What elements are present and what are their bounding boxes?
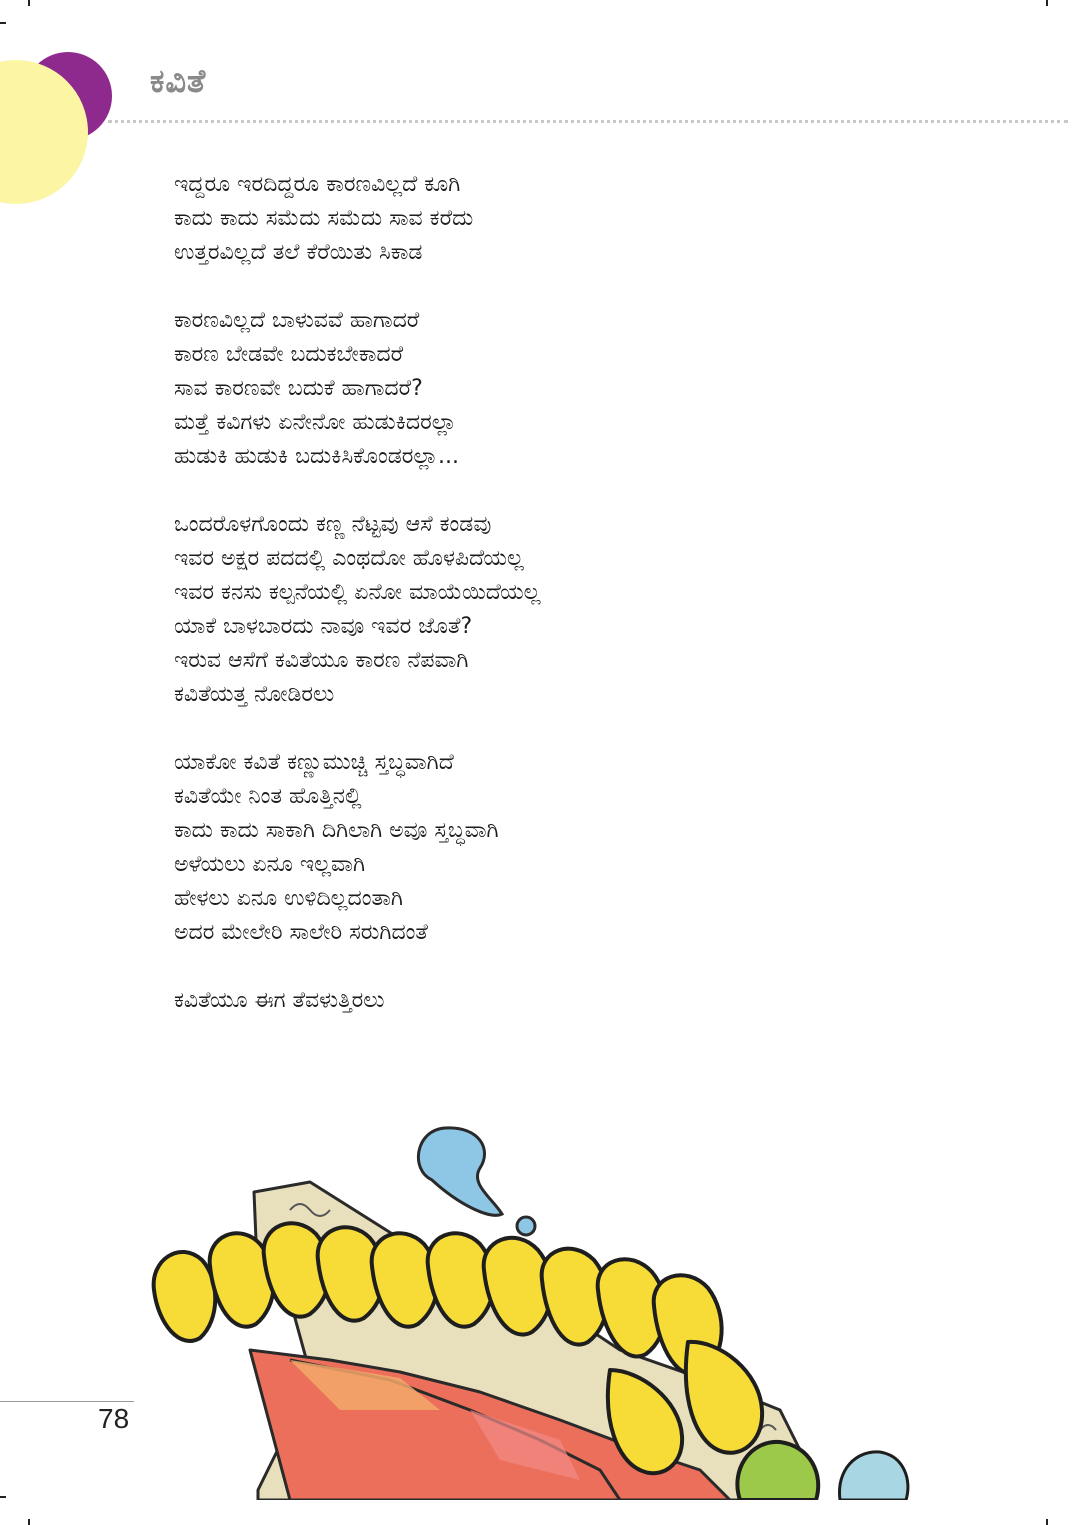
- stanza: [174, 746, 994, 950]
- poem-line: ಇವರ ಅಕ್ಷರ ಪದದಲ್ಲಿ ಎಂಥದೋ ಹೊಳಪಿದೆಯಲ್ಲ: [174, 546, 524, 571]
- poem-line: ಕವಿತೆಯೇ ನಿಂತ ಹೊತ್ತಿನಲ್ಲಿ: [174, 784, 362, 809]
- poem-line: ಇದ್ದರೂ ಇರದಿದ್ದರೂ ಕಾರಣವಿಲ್ಲದೆ ಕೂಗಿ: [174, 172, 461, 197]
- stanza: [174, 304, 994, 474]
- poem: [174, 168, 994, 1052]
- crop-mark: [28, 1519, 30, 1525]
- stanza: [174, 168, 994, 270]
- poem-line: ಕವಿತೆಯೂ ಈಗ ತೆವಳುತ್ತಿರಲು: [174, 988, 385, 1013]
- corner-decoration-icon: [0, 0, 140, 220]
- section-title: ಕವಿತೆ: [150, 62, 207, 100]
- poem-line: ಹೇಳಲು ಏನೂ ಉಳಿದಿಲ್ಲದಂತಾಗಿ: [174, 886, 403, 911]
- cicada-wing-illustration-icon: [140, 1110, 920, 1500]
- poem-line: ಒಂದರೊಳಗೊಂದು ಕಣ್ಣ ನೆಟ್ಟವು ಆಸೆ ಕಂಡವು: [174, 512, 492, 537]
- poem-line: ಅದರ ಮೇಲೇರಿ ಸಾಲೇರಿ ಸರುಗಿದಂತೆ: [174, 920, 428, 945]
- poem-line: ಕಾದು ಕಾದು ಸಾಕಾಗಿ ದಿಗಿಲಾಗಿ ಅವೂ ಸ್ತಬ್ಧವಾಗಿ: [174, 818, 499, 843]
- poem-line: ಯಾಕೋ ಕವಿತೆ ಕಣ್ಣುಮುಚ್ಚಿ ಸ್ತಬ್ಧವಾಗಿದೆ: [174, 750, 454, 775]
- poem-line: ಕಾರಣವಿಲ್ಲದೆ ಬಾಳುವವೆ ಹಾಗಾದರೆ: [174, 308, 420, 333]
- footer-rule: [0, 1401, 134, 1402]
- dotted-divider: [108, 120, 1068, 123]
- poem-line: ಕವಿತೆಯತ್ತ ನೋಡಿರಲು: [174, 682, 335, 707]
- poem-line: ಕಾದು ಕಾದು ಸಮೆದು ಸಮೆದು ಸಾವ ಕರೆದು: [174, 206, 474, 231]
- crop-mark: [1046, 0, 1048, 6]
- poem-line: ಇವರ ಕನಸು ಕಲ್ಪನೆಯಲ್ಲಿ ಏನೋ ಮಾಯೆಯಿದೆಯಲ್ಲ: [174, 580, 541, 605]
- stanza: [174, 508, 994, 712]
- poem-line: ಮತ್ತೆ ಕವಿಗಳು ಏನೇನೋ ಹುಡುಕಿದರಲ್ಲಾ: [174, 410, 457, 435]
- crop-mark: [1046, 1519, 1048, 1525]
- poem-line: ಉತ್ತರವಿಲ್ಲದೆ ತಲೆ ಕೆರೆಯಿತು ಸಿಕಾಡ: [174, 240, 423, 265]
- poem-line: ಸಾವ ಕಾರಣವೇ ಬದುಕೆ ಹಾಗಾದರೆ?: [174, 376, 423, 401]
- crop-mark: [0, 1496, 6, 1498]
- poem-line: ಹುಡುಕಿ ಹುಡುಕಿ ಬದುಕಿಸಿಕೊಂಡರಲ್ಲಾ...: [174, 444, 459, 469]
- poem-line: ಇರುವ ಆಸೆಗೆ ಕವಿತೆಯೂ ಕಾರಣ ನೆಪವಾಗಿ: [174, 648, 469, 673]
- poem-line: ಯಾಕೆ ಬಾಳಬಾರದು ನಾವೂ ಇವರ ಜೊತೆ?: [174, 614, 473, 639]
- page-number: 78: [98, 1403, 130, 1434]
- poem-line: ಕಾರಣ ಬೇಡವೇ ಬದುಕಬೇಕಾದರೆ: [174, 342, 404, 367]
- poem-line: ಅಳೆಯಲು ಏನೂ ಇಲ್ಲವಾಗಿ: [174, 852, 365, 877]
- stanza: [174, 984, 994, 1018]
